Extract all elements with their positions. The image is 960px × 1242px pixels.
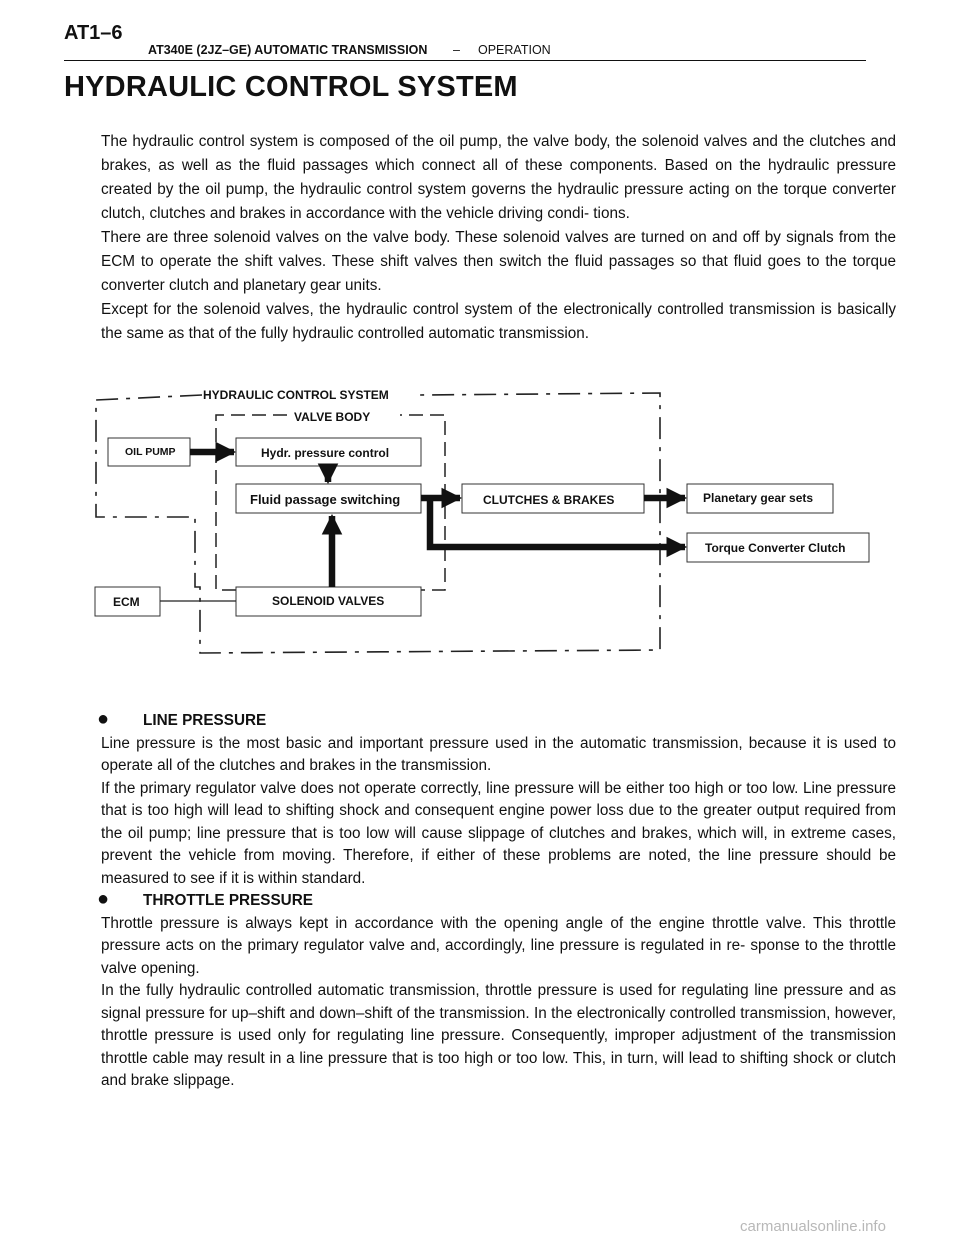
section-heading [97,888,896,913]
planetary-label: Planetary gear sets [703,491,814,505]
hydr-pressure-label: Hydr. pressure control [261,446,390,460]
intro-text [101,130,896,346]
watermark: carmanualsonline.info [740,1218,886,1235]
header-separator: – [453,43,460,57]
page-number: AT1–6 [64,22,123,44]
throttle-pressure-paragraph: Throttle pressure is always kept in accordance with the opening angle of the engine throttle valve. This throttle pressure acts on the primary regulator valve and, accordingly, line pressure is regulated in re- sponse to the throttle valve opening. [101,914,896,977]
page-title: HYDRAULIC CONTROL SYSTEM [64,71,518,103]
system-label: HYDRAULIC CONTROL SYSTEM [203,388,389,402]
section-name: OPERATION [478,43,551,57]
valve-body-label: VALVE BODY [294,410,371,424]
line-pressure-heading: LINE PRESSURE [143,712,267,729]
pressure-sections [97,708,896,1093]
bullet-icon: ● [97,708,110,730]
throttle-pressure-heading: THROTTLE PRESSURE [143,892,313,909]
intro-paragraph: Except for the solenoid valves, the hydraulic control system of the electronically controlled transmission is basically the same as that of the fully hydraulic controlled automatic transmission. [101,301,896,342]
clutches-brakes-label: CLUTCHES & BRAKES [483,493,615,507]
intro-paragraph: There are three solenoid valves on the valve body. These solenoid valves are turned on and off by signals from the ECM to operate the shift valves. These shift valves then switch the fluid passages so that fluid goes to the torque converter clutch and planetary gear units. [101,229,896,294]
line-pressure-paragraph: If the primary regulator valve does not operate correctly, line pressure will be either too high or too low. Line pressure that is too high will lead to shifting shock and consequent engine power loss due to the greater output required from the oil pump; line pressure that is too low will cause slippage of clutches and brakes, which will, in extreme cases, prevent the vehicle from moving. Therefore, if either of these problems are noted, the line pressure should be measured to see if it is within standard. [101,779,896,887]
line-pressure-paragraph: Line pressure is the most basic and important pressure used in the automatic transmission, because it is used to operate all of the clutches and brakes in the transmission. [101,734,896,774]
torque-converter-label: Torque Converter Clutch [705,541,846,555]
throttle-pressure-paragraph: In the fully hydraulic controlled automatic transmission, throttle pressure is used for regulating line pressure and as signal pressure for up–shift and down–shift of the transmission. In the electronically controlled transmission, however, throttle pressure is used only for regulating line pressure. Consequently, improper adjustment of the transmission throttle cable may result in a line pressure that is too high or too low. This, in turn, will lead to shifting shock or clutch and brake slippage. [101,982,896,1089]
header-rule [64,60,866,61]
section-heading [97,708,896,733]
intro-paragraph: The hydraulic control system is composed of the oil pump, the valve body, the solenoid valves and the clutches and brakes, as well as the fluid passages which connect all of these components. Based on the hydraulic pressure created by the oil pump, the hydraulic control system governs the hydraulic pressure acting on the torque converter clutch, clutches and brakes in accordance with the vehicle driving condi- tions. [101,133,896,222]
ecm-label: ECM [113,595,140,609]
fluid-passage-label: Fluid passage switching [250,492,401,507]
solenoid-label: SOLENOID VALVES [272,594,385,608]
bullet-icon: ● [97,888,110,910]
oil-pump-label: OIL PUMP [125,446,176,458]
manual-title: AT340E (2JZ–GE) AUTOMATIC TRANSMISSION [148,43,428,57]
hydraulic-control-diagram [80,375,880,670]
